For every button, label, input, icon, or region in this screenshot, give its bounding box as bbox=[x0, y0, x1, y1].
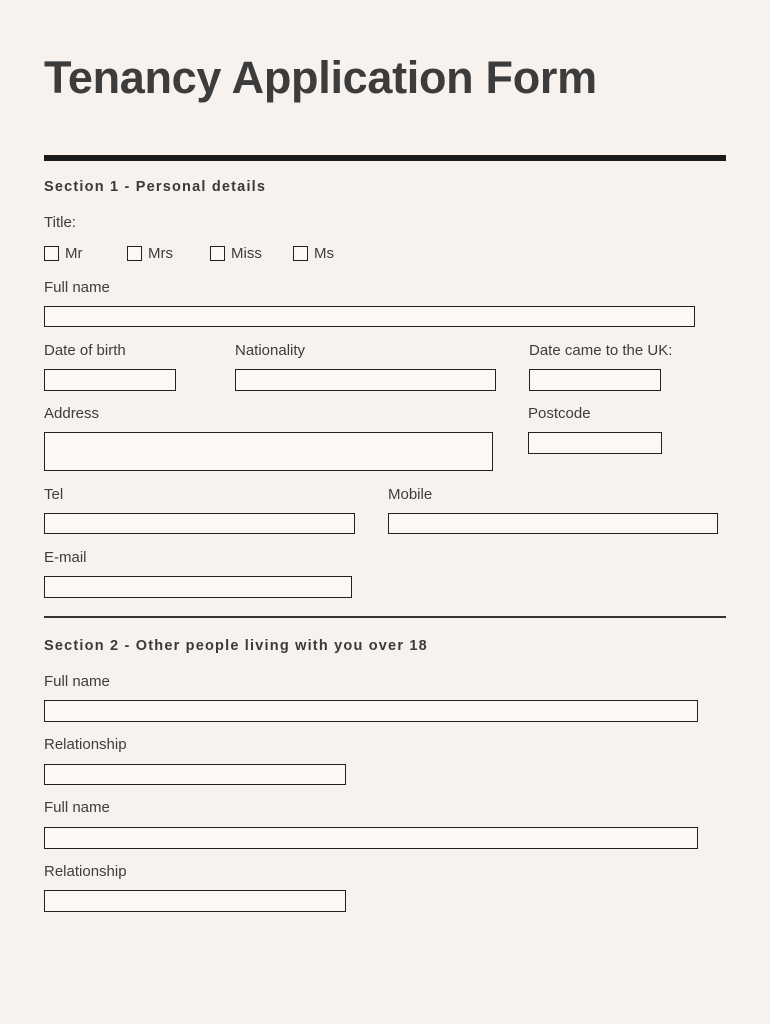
title-option-ms[interactable] bbox=[293, 244, 334, 262]
address-input[interactable] bbox=[44, 432, 493, 471]
other-person-1-full-name-input[interactable] bbox=[44, 700, 698, 722]
mobile-input[interactable] bbox=[388, 513, 718, 534]
nationality-input[interactable] bbox=[235, 369, 496, 391]
nationality-label: Nationality bbox=[235, 342, 306, 359]
other-person-2-full-name-input[interactable] bbox=[44, 827, 698, 849]
title-option-miss[interactable] bbox=[210, 244, 262, 262]
date-came-to-uk-input[interactable] bbox=[529, 369, 661, 391]
section-2-heading: Section 2 - Other people living with you over 18 bbox=[44, 638, 428, 654]
section-divider bbox=[44, 616, 726, 618]
full-name-input[interactable] bbox=[44, 306, 695, 327]
other-person-2-relationship-label: Relationship bbox=[44, 863, 127, 880]
full-name-label: Full name bbox=[44, 279, 110, 296]
miss-label: Miss bbox=[231, 244, 262, 262]
tel-label: Tel bbox=[44, 486, 64, 503]
email-input[interactable] bbox=[44, 576, 352, 598]
other-person-1-full-name-label: Full name bbox=[44, 673, 110, 690]
address-label: Address bbox=[44, 405, 100, 422]
mrs-checkbox[interactable] bbox=[127, 246, 142, 261]
title-label: Title: bbox=[44, 214, 76, 231]
email-label: E-mail bbox=[44, 549, 87, 566]
section-1-heading: Section 1 - Personal details bbox=[44, 179, 267, 195]
date-came-to-uk-label: Date came to the UK: bbox=[529, 342, 673, 359]
other-person-2-full-name-label: Full name bbox=[44, 799, 110, 816]
page-title: Tenancy Application Form bbox=[44, 52, 597, 103]
mr-checkbox[interactable] bbox=[44, 246, 59, 261]
other-person-1-relationship-input[interactable] bbox=[44, 764, 346, 785]
postcode-label: Postcode bbox=[528, 405, 591, 422]
miss-checkbox[interactable] bbox=[210, 246, 225, 261]
date-of-birth-input[interactable] bbox=[44, 369, 176, 391]
title-option-mr[interactable] bbox=[44, 244, 83, 262]
other-person-1-relationship-label: Relationship bbox=[44, 736, 127, 753]
ms-label: Ms bbox=[314, 244, 334, 262]
title-divider bbox=[44, 155, 726, 161]
date-of-birth-label: Date of birth bbox=[44, 342, 126, 359]
postcode-input[interactable] bbox=[528, 432, 662, 454]
other-person-2-relationship-input[interactable] bbox=[44, 890, 346, 912]
ms-checkbox[interactable] bbox=[293, 246, 308, 261]
mobile-label: Mobile bbox=[388, 486, 433, 503]
title-option-mrs[interactable] bbox=[127, 244, 173, 262]
tel-input[interactable] bbox=[44, 513, 355, 534]
mrs-label: Mrs bbox=[148, 244, 173, 262]
mr-label: Mr bbox=[65, 244, 83, 262]
